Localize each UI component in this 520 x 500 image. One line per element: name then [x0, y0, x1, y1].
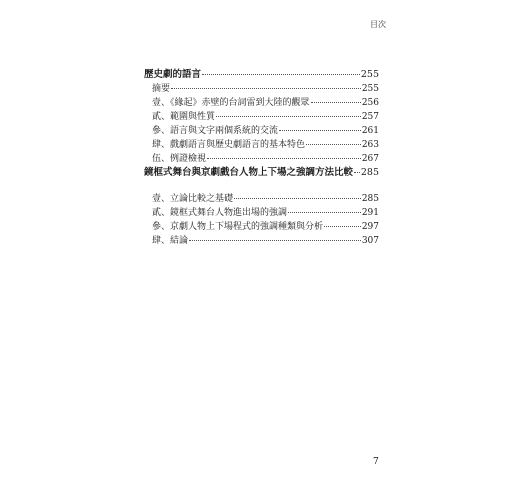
- toc-entry-title: 肆、戲劇語言與歷史劇語言的基本特色: [152, 140, 306, 150]
- toc-entry[interactable]: [144, 206, 379, 220]
- toc-entry[interactable]: [144, 192, 379, 206]
- toc-entry-page: 256: [361, 98, 379, 108]
- toc-entry-section[interactable]: [144, 166, 379, 180]
- toc-entry-page: 263: [361, 140, 379, 150]
- toc-entry-page: 255: [361, 84, 379, 94]
- toc-entry[interactable]: [144, 220, 379, 234]
- toc-entry[interactable]: [144, 124, 379, 138]
- toc-entry[interactable]: [144, 96, 379, 110]
- toc-entry[interactable]: [144, 138, 379, 152]
- toc-entry-page: 267: [361, 154, 379, 164]
- toc-entry-title: 壹、立論比較之基礎: [152, 194, 234, 204]
- dot-leader: [189, 240, 361, 241]
- toc-entry-section[interactable]: [144, 68, 379, 82]
- toc-entry[interactable]: [144, 234, 379, 248]
- dot-leader: [207, 158, 361, 159]
- toc-entry-page: 297: [361, 222, 379, 232]
- dot-leader: [306, 144, 361, 145]
- table-of-contents: [144, 68, 379, 248]
- toc-entry-page: 285: [360, 167, 379, 178]
- page-number: 7: [373, 457, 379, 467]
- toc-entry-page: 291: [361, 208, 379, 218]
- toc-entry-title: 歷史劇的語言: [144, 69, 202, 80]
- dot-leader: [216, 116, 361, 117]
- dot-leader: [324, 226, 361, 227]
- toc-entry-title: 肆、結論: [152, 236, 189, 246]
- toc-entry-title: 伍、例證檢視: [152, 154, 207, 164]
- toc-entry[interactable]: [144, 82, 379, 96]
- dot-leader: [171, 88, 361, 89]
- toc-entry-title: 參、語言與文字兩個系統的交流: [152, 126, 279, 136]
- toc-entry-page: 261: [361, 126, 379, 136]
- toc-entry-title: 摘要: [152, 84, 171, 94]
- toc-entry[interactable]: [144, 110, 379, 124]
- dot-leader: [354, 172, 360, 173]
- running-head: 目次: [370, 20, 386, 29]
- toc-entry-title: 鏡框式舞台與京劇戲台人物上下場之強調方法比較: [144, 167, 354, 178]
- toc-entry-page: 307: [361, 236, 379, 246]
- dot-leader: [288, 212, 361, 213]
- toc-entry[interactable]: [144, 152, 379, 166]
- toc-entry-page: 285: [361, 194, 379, 204]
- dot-leader: [311, 102, 361, 103]
- toc-entry-title: 貳、鏡框式舞台人物進出場的強調: [152, 208, 288, 218]
- toc-entry-title: 參、京劇人物上下場程式的強調種類與分析: [152, 222, 324, 232]
- dot-leader: [234, 198, 361, 199]
- toc-entry-title: 貳、範圍與性質: [152, 112, 216, 122]
- dot-leader: [202, 74, 360, 75]
- toc-entry-page: 255: [360, 69, 379, 80]
- toc-entry-title: 壹、《緣起》赤壁的台詞雷到大陸的觀眾: [152, 98, 310, 108]
- toc-entry-page: 257: [361, 112, 379, 122]
- dot-leader: [279, 130, 361, 131]
